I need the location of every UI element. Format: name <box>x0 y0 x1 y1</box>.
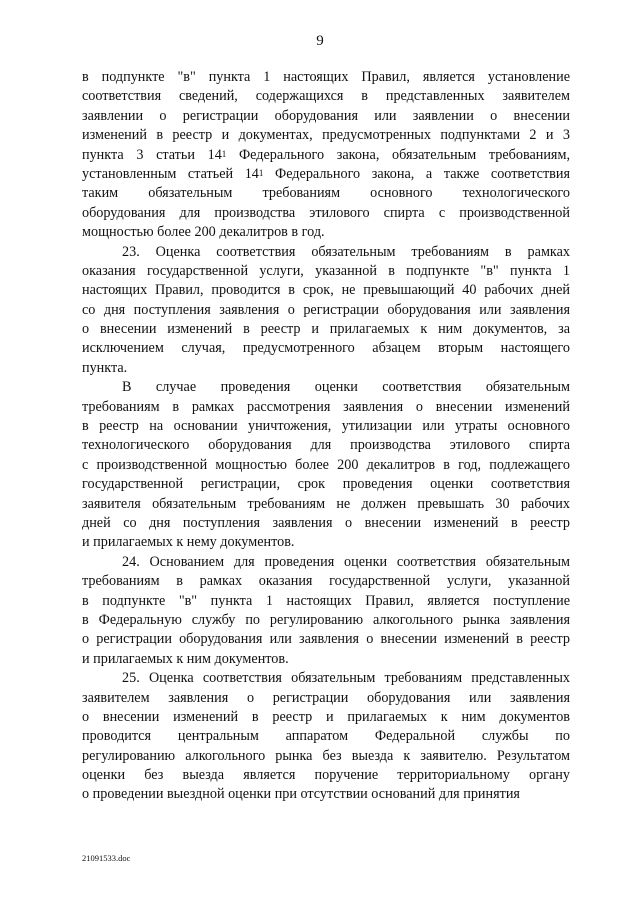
text-line: заявителем заявления о регистрации оборудования или заявления <box>82 689 570 706</box>
text-line: в Федеральную службу по регулированию алкогольного рынка заявления <box>82 611 570 628</box>
text-line: в подпункте "в" пункта 1 настоящих Правил, является поступление <box>82 592 570 609</box>
text-line: 25. Оценка соответствия обязательным требованиям представленных <box>122 670 570 687</box>
text-line: оказания государственной услуги, указанной в подпункте "в" пункта 1 <box>82 262 570 279</box>
text-line: изменений в реестр и документах, предусмотренных подпунктами 2 и 3 <box>82 127 570 144</box>
text-line: заявлении о регистрации оборудования или заявлении о внесении <box>82 107 570 124</box>
text-line: 23. Оценка соответствия обязательным требованиям в рамках <box>122 243 570 260</box>
paragraph-p-23b <box>82 378 570 553</box>
text-line: технологического оборудования для производства этилового спирта <box>82 437 570 454</box>
text-line: в реестр на основании уничтожения, утилизации или утраты основного <box>82 418 570 435</box>
text-line: В случае проведения оценки соответствия обязательным <box>122 379 570 396</box>
text-line: пункта. <box>82 359 128 376</box>
paragraph-p-23 <box>82 243 570 379</box>
text-line: в подпункте "в" пункта 1 настоящих Правил, является установление <box>82 69 570 85</box>
text-line: заявителя обязательным требованиям не должен превышать 30 рабочих <box>82 495 570 512</box>
paragraph-p-cont <box>82 68 570 243</box>
file-name-footer: 21091533.doc <box>82 853 131 863</box>
text-line: 24. Основанием для проведения оценки соответствия обязательным <box>122 553 570 570</box>
text-line: государственной регистрации, срок проведения оценки соответствия <box>82 476 570 493</box>
text-line: о проведении выездной оценки при отсутствии оснований для принятия <box>82 786 520 803</box>
text-line: и прилагаемых к нему документов. <box>82 534 295 551</box>
text-line: о внесении изменений в реестр и прилагаемых к ним документов <box>82 708 570 725</box>
text-line: таким обязательным требованиям основного технологического <box>82 185 570 202</box>
text-line: о регистрации оборудования или заявления о внесении изменений в реестр <box>82 631 570 648</box>
text-line: исключением случая, предусмотренного абзацем вторым настоящего <box>82 340 570 357</box>
text-line: мощностью более 200 декалитров в год. <box>82 224 325 241</box>
document-body <box>82 68 570 805</box>
text-line: требованиям в рамках рассмотрения заявления о внесении изменений <box>82 398 570 415</box>
text-line: оборудования для производства этилового спирта с производственной <box>82 204 570 221</box>
text-line: проводится центральным аппаратом Федеральной службы по <box>82 728 570 745</box>
paragraph-p-25 <box>82 669 570 805</box>
text-line: с производственной мощностью более 200 декалитров в год, подлежащего <box>82 456 570 473</box>
text-line: пункта 3 статьи $14^1$ Федерального закона, обязательным требованиям, <box>82 146 570 163</box>
text-line: установленным статьей $14^1$ Федерального закона, а также соответствия <box>82 165 571 182</box>
text-line: требованиям в рамках оказания государственной услуги, указанной <box>82 573 570 590</box>
paragraph-p-24 <box>82 553 570 669</box>
text-line: регулированию алкогольного рынка без выезда к заявителю. Результатом <box>82 747 570 764</box>
text-line: и прилагаемых к ним документов. <box>82 650 289 667</box>
text-line: оценки без выезда является поручение территориальному органу <box>82 767 570 784</box>
page-number: 9 <box>316 33 324 49</box>
text-line: о внесении изменений в реестр и прилагаемых к ним документов, за <box>82 321 570 338</box>
text-line: соответствия сведений, содержащихся в представленных заявителем <box>82 88 570 105</box>
text-line: со дня поступления заявления о регистрации оборудования или заявления <box>82 301 570 318</box>
text-line: дней со дня поступления заявления о внесении изменений в реестр <box>82 514 570 531</box>
text-line: настоящих Правил, проводится в срок, не превышающий 40 рабочих дней <box>82 282 570 299</box>
